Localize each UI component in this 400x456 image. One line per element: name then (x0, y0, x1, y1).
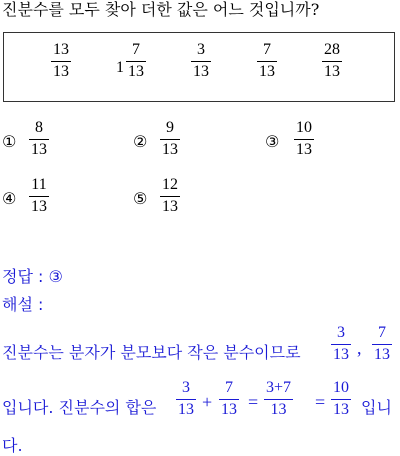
sum-result (331, 379, 351, 419)
denominator: 13 (324, 63, 340, 80)
choice-1-fraction[interactable] (29, 119, 49, 159)
denominator: 13 (53, 63, 69, 80)
mixed-whole: 1 (116, 59, 124, 76)
numerator: 12 (162, 176, 178, 193)
explanation-line-1: 진분수는 분자가 분모보다 작은 분수이므로 (2, 343, 301, 362)
numerator: 13 (53, 41, 69, 58)
choice-1-mark[interactable]: ① (2, 132, 17, 151)
plus-sign: + (202, 392, 213, 412)
denominator: 13 (31, 198, 47, 215)
box-fraction-2 (126, 41, 146, 81)
numerator: 3 (197, 41, 205, 58)
explanation-fraction-7-13 (372, 324, 392, 364)
numerator: 3+7 (266, 379, 292, 396)
denominator: 13 (193, 63, 209, 80)
numerator: 3 (337, 324, 345, 341)
denominator: 13 (333, 346, 349, 363)
choice-2-fraction[interactable] (160, 119, 180, 159)
denominator: 13 (221, 401, 237, 418)
choice-4-fraction[interactable] (29, 176, 49, 216)
numerator: 28 (324, 41, 340, 58)
choice-5-fraction[interactable] (160, 176, 180, 216)
comma: , (357, 338, 362, 358)
box-fraction-3 (191, 41, 211, 81)
sum-term-c (264, 379, 293, 419)
choice-3-fraction[interactable] (294, 119, 314, 159)
numerator: 10 (296, 119, 312, 136)
denominator: 13 (128, 63, 144, 80)
denominator: 13 (270, 401, 287, 418)
numerator: 10 (333, 379, 349, 396)
numerator: 7 (225, 379, 233, 396)
denominator: 13 (374, 346, 390, 363)
denominator: 13 (178, 401, 194, 418)
denominator: 13 (259, 63, 275, 80)
numerator: 9 (166, 119, 174, 136)
explanation-label: 해설 : (2, 295, 44, 314)
sum-term-b (219, 379, 239, 419)
choice-4-mark[interactable]: ④ (2, 189, 17, 208)
denominator: 13 (333, 401, 349, 418)
explanation-fraction-3-13 (331, 324, 351, 364)
choice-2-mark[interactable]: ② (133, 132, 148, 151)
numerator: 3 (182, 379, 190, 396)
choice-3-mark[interactable]: ③ (265, 132, 280, 151)
numerator: 7 (378, 324, 386, 341)
sum-term-a (176, 379, 196, 419)
denominator: 13 (296, 141, 312, 158)
box-fraction-5 (322, 41, 342, 81)
denominator: 13 (162, 198, 178, 215)
answer-label: 정답 : ③ (2, 267, 63, 286)
equals-sign-1: = (248, 392, 259, 412)
choice-5-mark[interactable]: ⑤ (133, 189, 148, 208)
explanation-line-2-tail: 입니 (361, 398, 392, 417)
equals-sign-2: = (315, 392, 326, 412)
fraction-box (3, 32, 395, 102)
explanation-line-3: 다. (2, 436, 23, 455)
numerator: 11 (31, 176, 47, 193)
box-fraction-1 (51, 41, 71, 81)
denominator: 13 (31, 141, 47, 158)
explanation-line-2: 입니다. 진분수의 합은 (2, 398, 157, 417)
denominator: 13 (162, 141, 178, 158)
numerator: 7 (132, 41, 140, 58)
box-fraction-4 (257, 41, 277, 81)
question-text: 진분수를 모두 찾아 더한 값은 어느 것입니까? (2, 0, 320, 19)
numerator: 7 (263, 41, 271, 58)
numerator: 8 (35, 119, 43, 136)
